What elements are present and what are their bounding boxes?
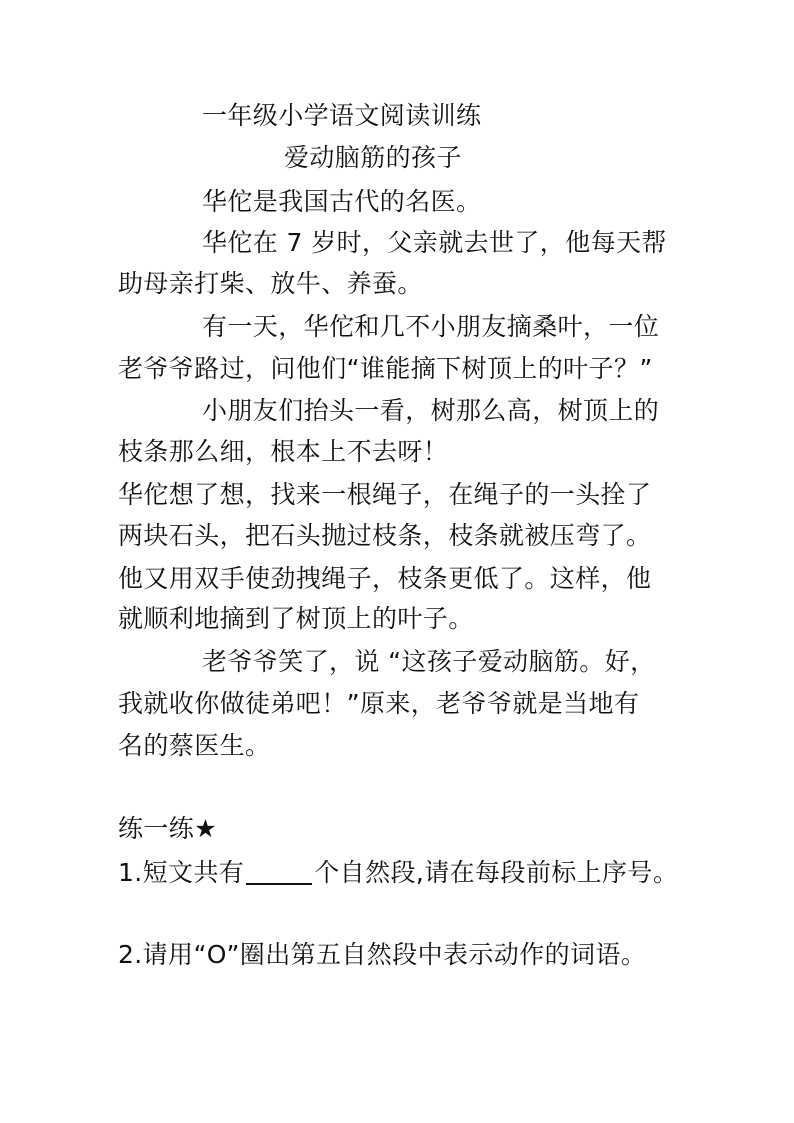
story-line: 老爷爷笑了，说 “这孩子爱动脑筋。好， bbox=[202, 647, 656, 676]
story-line: 就顺利地摘到了树顶上的叶子。 bbox=[118, 604, 474, 633]
story-line: 他又用双手使劲拽绳子，枝条更低了。这样，他 bbox=[118, 564, 652, 593]
story-line: 我就收你做徒弟吧！”原来，老爷爷就是当地有 bbox=[118, 689, 640, 718]
story-title: 爱动脑筋的孩子 bbox=[284, 143, 462, 172]
story-line: 助母亲打柴、放牛、养蚕。 bbox=[118, 269, 423, 298]
question-1 bbox=[118, 857, 678, 888]
story-line: 小朋友们抬头一看，树那么高，树顶上的 bbox=[202, 396, 660, 425]
answer-blank[interactable] bbox=[246, 857, 312, 885]
worksheet-title: 一年级小学语文阅读训练 bbox=[202, 101, 482, 130]
exercise-heading: 练一练★ bbox=[118, 814, 218, 843]
story-line: 两块石头，把石头抛过枝条，枝条就被压弯了。 bbox=[118, 521, 652, 550]
story-line: 名的蔡医生。 bbox=[118, 731, 271, 760]
story-line: 有一天，华佗和几不小朋友摘桑叶，一位 bbox=[202, 312, 660, 341]
question-1-prefix: 1.短文共有 bbox=[118, 858, 245, 887]
question-2: 2.请用“O”圈出第五自然段中表示动作的词语。 bbox=[118, 940, 647, 969]
story-line: 枝条那么细，根本上不去呀！ bbox=[118, 437, 449, 466]
story-line: 华佗想了想，找来一根绳子，在绳子的一头拴了 bbox=[118, 480, 652, 509]
question-1-suffix: 个自然段,请在每段前标上序号。 bbox=[314, 858, 679, 887]
story-line: 老爷爷路过，问他们“谁能摘下树顶上的叶子？” bbox=[118, 354, 653, 383]
story-line: 华佗是我国古代的名医。 bbox=[202, 187, 482, 216]
story-line: 华佗在 7 岁时，父亲就去世了，他每天帮 bbox=[202, 228, 667, 257]
